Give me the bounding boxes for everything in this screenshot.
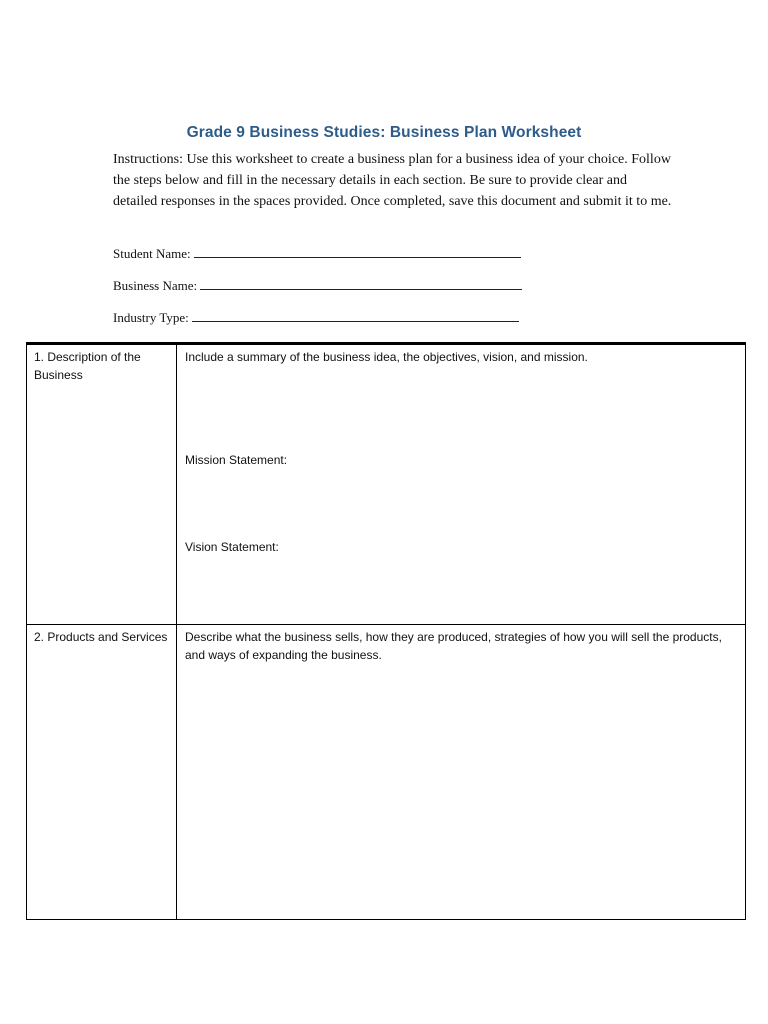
- business-name-line[interactable]: [200, 288, 522, 290]
- products-prompt: Describe what the business sells, how they are produced, strategies of how you will sell the products, and ways of expanding the business.: [185, 630, 722, 662]
- table-row-products: [26, 625, 746, 920]
- table-row-description: [26, 345, 746, 625]
- business-name-label: Business Name:: [113, 278, 198, 293]
- page-title: Grade 9 Business Studies: Business Plan Worksheet: [186, 124, 582, 141]
- industry-type-label: Industry Type:: [113, 310, 189, 325]
- description-label: 1. Description of the Business: [34, 350, 141, 382]
- student-name-field[interactable]: [113, 246, 521, 262]
- products-label-cell: [27, 625, 177, 919]
- description-prompt: Include a summary of the business idea, the objectives, vision, and mission.: [185, 350, 588, 364]
- instructions-text: Instructions: Use this worksheet to create a business plan for a business idea of your choice. Follow the steps below and fill in the necessary details in each section. Be sure to provide clear and detailed responses in the spaces provided. Once completed, save this document and submit it to me.: [113, 152, 672, 209]
- products-label: 2. Products and Services: [34, 630, 168, 644]
- industry-type-line[interactable]: [192, 320, 519, 322]
- description-label-cell: [27, 345, 177, 624]
- business-name-field[interactable]: [113, 278, 522, 294]
- products-response-cell[interactable]: [178, 625, 745, 919]
- student-name-line[interactable]: [194, 256, 521, 258]
- vision-statement-label: Vision Statement:: [185, 540, 279, 554]
- description-response-cell[interactable]: [178, 345, 745, 624]
- student-name-label: Student Name:: [113, 246, 191, 261]
- mission-statement-label: Mission Statement:: [185, 453, 288, 467]
- business-plan-table: [26, 343, 746, 920]
- industry-type-field[interactable]: [113, 310, 519, 326]
